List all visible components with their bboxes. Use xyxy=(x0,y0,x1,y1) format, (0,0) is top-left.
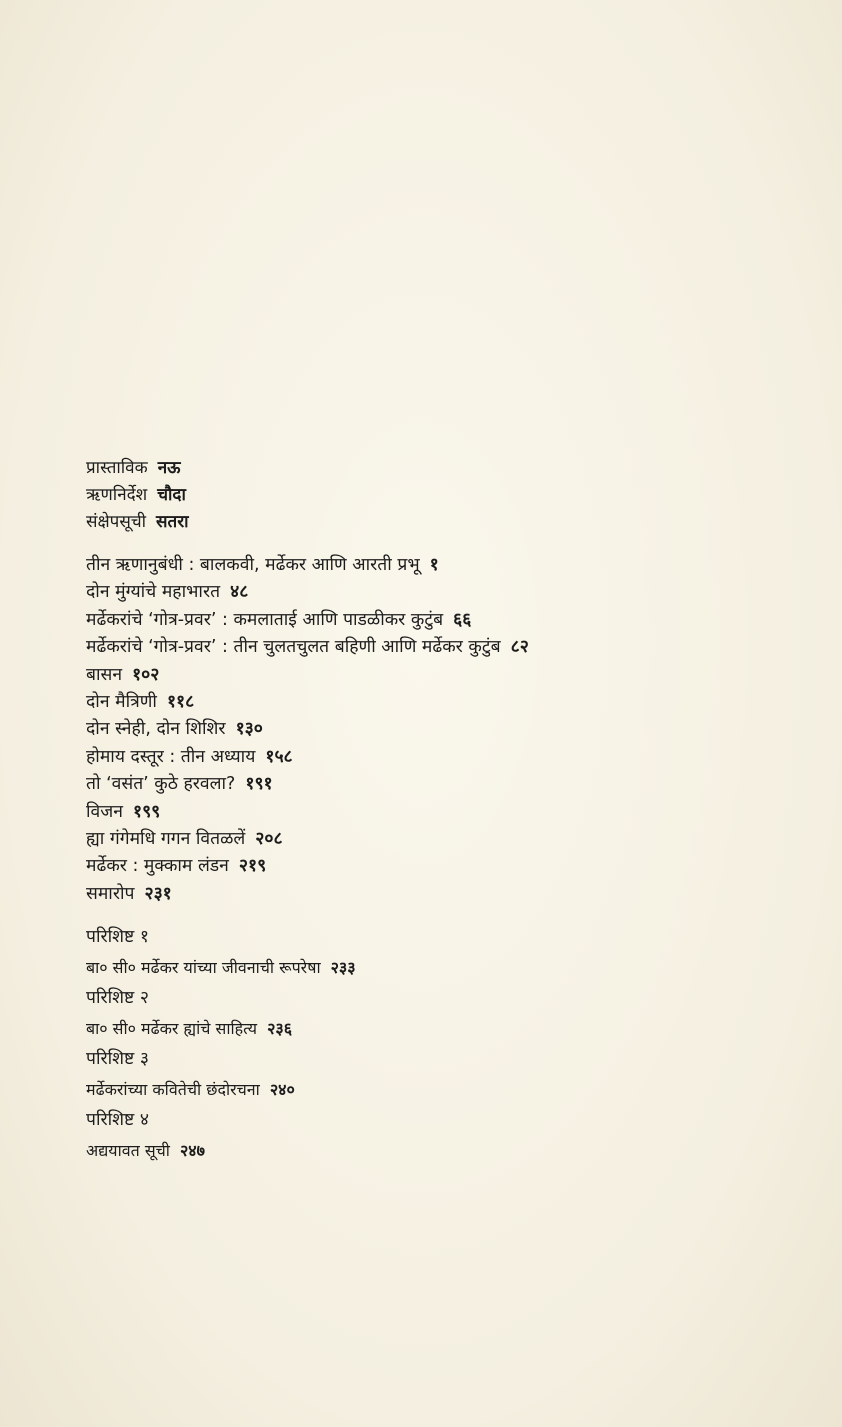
toc-entry: मर्ढेकर : मुक्काम लंडन २१९ xyxy=(86,856,267,877)
page-number: १ xyxy=(429,555,439,575)
front-matter-list xyxy=(86,455,806,536)
toc-entry: मर्ढेकरांच्या कवितेची छंदोरचना २४० xyxy=(86,1080,295,1100)
page-number: २४७ xyxy=(179,1141,205,1161)
toc-entry: विजन १९९ xyxy=(86,801,161,822)
toc-entry: ह्या गंगेमधि गगन वितळलें २०८ xyxy=(86,829,283,850)
page-number: ४८ xyxy=(230,582,249,603)
page-number: २१९ xyxy=(238,856,267,877)
page-number: नऊ xyxy=(157,458,181,478)
appendix-heading: परिशिष्ट १ xyxy=(86,927,149,948)
page-number: २३३ xyxy=(330,958,356,978)
chapter-list xyxy=(86,552,806,908)
page-number: ११८ xyxy=(166,692,195,713)
toc-entry: दोन मैत्रिणी ११८ xyxy=(86,692,195,713)
toc-entry: समारोप २३१ xyxy=(86,883,172,904)
page-number: चौदा xyxy=(157,485,186,505)
toc-entry: तो ‘वसंत’ कुठे हरवला? १९१ xyxy=(86,774,273,795)
toc-entry: बासन १०२ xyxy=(86,664,160,685)
appendix-heading: परिशिष्ट ३ xyxy=(86,1049,149,1070)
toc-entry: मर्ढेकरांचे ‘गोत्र-प्रवर’ : कमलाताई आणि पाडळीकर कुटुंब ६६ xyxy=(86,609,472,630)
toc-entry: अद्ययावत सूची २४७ xyxy=(86,1141,205,1161)
appendix-list xyxy=(86,924,806,1168)
page-number: १५८ xyxy=(265,746,293,767)
toc-entry: बा० सी० मर्ढेकर यांच्या जीवनाची रूपरेषा २३३ xyxy=(86,958,356,978)
toc-entry: बा० सी० मर्ढेकर ह्यांचे साहित्य २३६ xyxy=(86,1019,293,1039)
page-number: २०८ xyxy=(255,829,283,850)
page-number: ६६ xyxy=(453,609,472,630)
page-number: १९९ xyxy=(132,801,161,822)
toc-entry: होमाय दस्तूर : तीन अध्याय १५८ xyxy=(86,746,293,767)
toc-entry: दोन मुंग्यांचे महाभारत ४८ xyxy=(86,582,249,603)
toc-entry: मर्ढेकरांचे ‘गोत्र-प्रवर’ : तीन चुलतचुलत बहिणी आणि मर्ढेकर कुटुंब ८२ xyxy=(86,637,529,658)
toc-entry: दोन स्नेही, दोन शिशिर १३० xyxy=(86,719,263,740)
toc-entry: प्रास्ताविक नऊ xyxy=(86,458,181,478)
page-number: १०२ xyxy=(132,664,160,685)
toc-entry: ऋणनिर्देश चौदा xyxy=(86,485,186,505)
toc-entry: संक्षेपसूची सतरा xyxy=(86,512,189,532)
page-number: २४० xyxy=(269,1080,295,1100)
page-number: २३१ xyxy=(144,883,172,904)
toc-entry: तीन ऋणानुबंधी : बालकवी, मर्ढेकर आणि आरती प्रभू १ xyxy=(86,555,439,575)
page-number: २३६ xyxy=(267,1019,293,1039)
appendix-heading: परिशिष्ट ४ xyxy=(86,1110,149,1131)
page-number: १३० xyxy=(235,719,263,740)
page-number: ८२ xyxy=(510,637,529,658)
table-of-contents xyxy=(86,455,806,1168)
appendix-heading: परिशिष्ट २ xyxy=(86,988,149,1009)
page-number: १९१ xyxy=(245,774,273,795)
page-number: सतरा xyxy=(156,512,189,532)
